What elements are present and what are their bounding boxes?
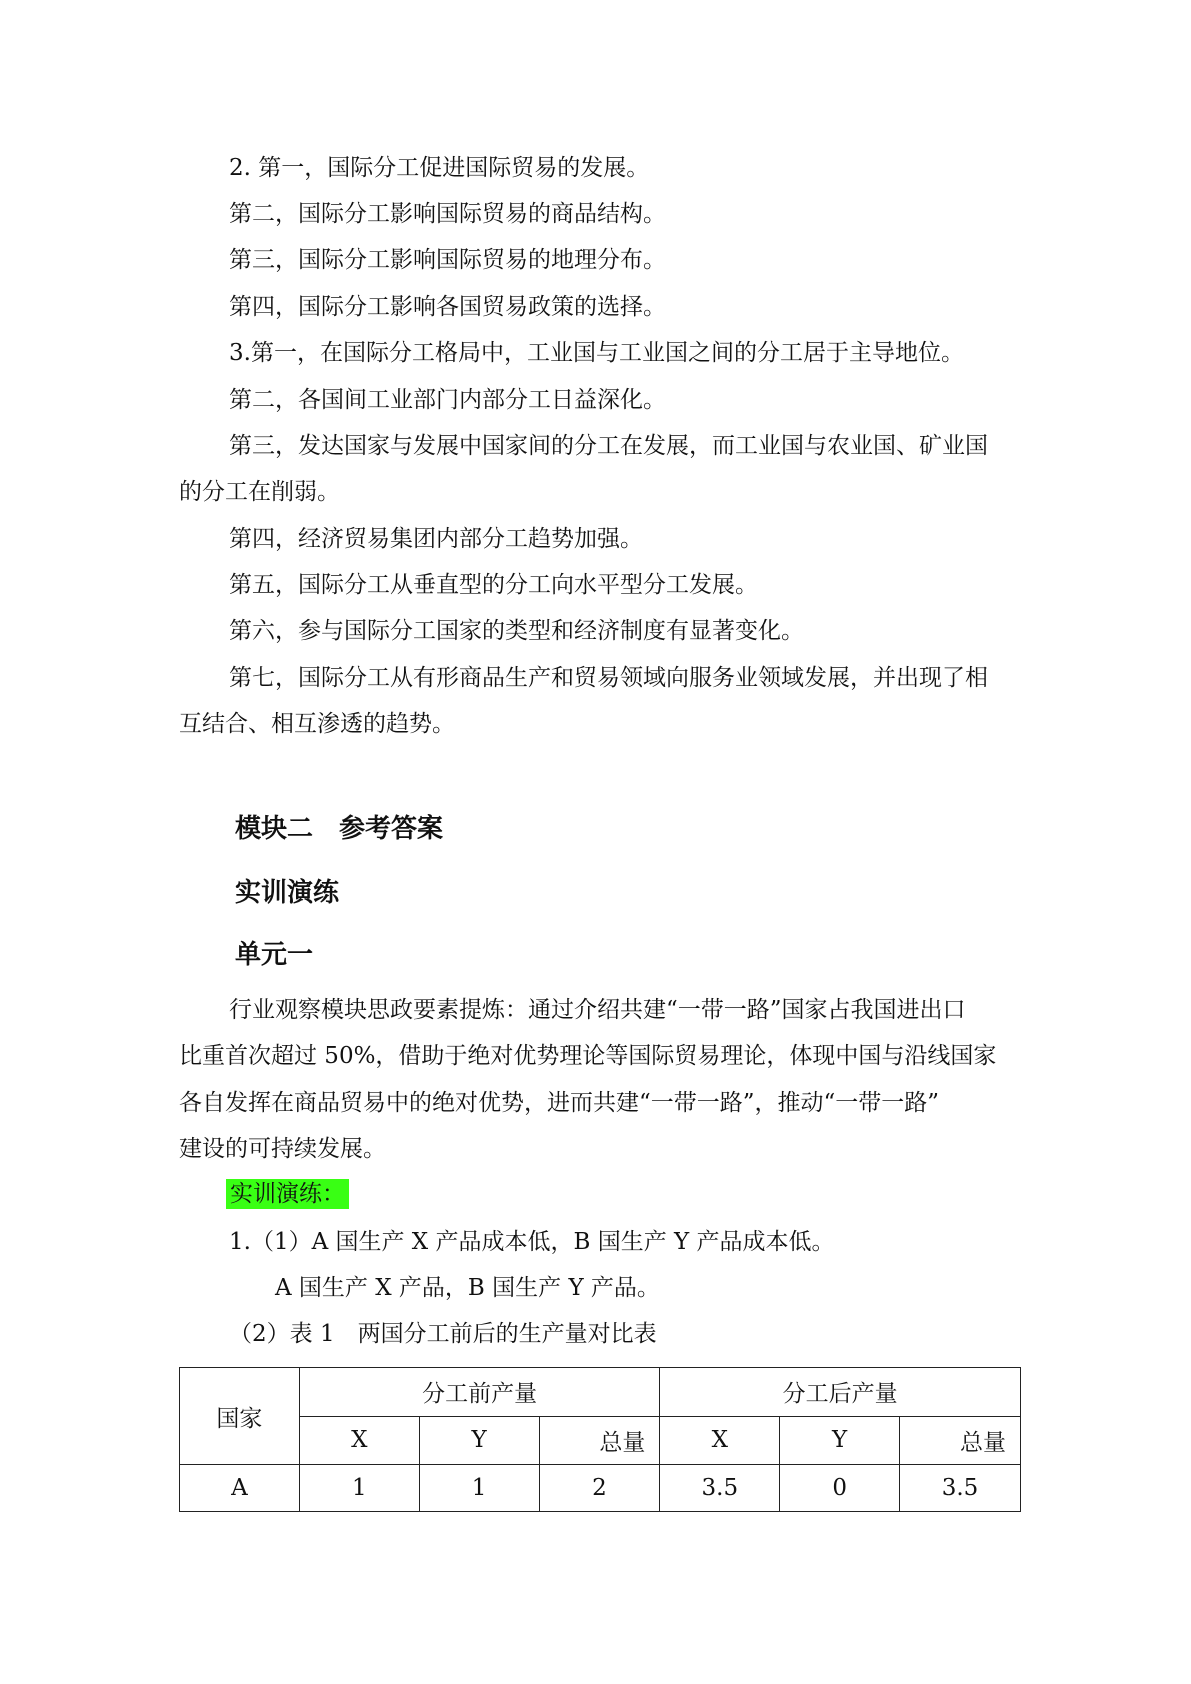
training-heading: 实训演练 xyxy=(235,878,340,908)
value-cell: 3.5 xyxy=(900,1465,1021,1512)
sub-header-total: 总量 xyxy=(900,1416,1021,1465)
sub-header-y: Y xyxy=(419,1416,539,1465)
country-header: 国家 xyxy=(180,1368,300,1465)
paragraph: 第五，国际分工从垂直型的分工向水平型分工发展。 xyxy=(229,572,758,598)
module-heading: 模块二 参考答案 xyxy=(235,814,444,844)
after-header: 分工后产量 xyxy=(660,1368,1021,1417)
observation-paragraph: 建设的可持续发展。 xyxy=(179,1136,386,1162)
paragraph: 第四，经济贸易集团内部分工趋势加强。 xyxy=(229,526,643,552)
observation-paragraph: 各自发挥在商品贸易中的绝对优势，进而共建“一带一路”，推动“一带一路” xyxy=(179,1090,940,1116)
sub-header-total: 总量 xyxy=(539,1416,660,1465)
sub-header-x: X xyxy=(660,1416,780,1465)
table-caption: （2）表 1 两国分工前后的生产量对比表 xyxy=(229,1321,657,1347)
table-row xyxy=(180,1465,1021,1512)
value-cell: 0 xyxy=(780,1465,900,1512)
answer-line: A 国生产 X 产品，B 国生产 Y 产品。 xyxy=(275,1275,660,1301)
value-cell: 1 xyxy=(419,1465,539,1512)
paragraph: 第二，各国间工业部门内部分工日益深化。 xyxy=(229,387,666,413)
production-table xyxy=(179,1367,1021,1512)
paragraph: 第六，参与国际分工国家的类型和经济制度有显著变化。 xyxy=(229,618,804,644)
country-cell: A xyxy=(180,1465,300,1512)
sub-header-y: Y xyxy=(780,1416,900,1465)
highlighted-text: 实训演练： xyxy=(226,1179,349,1209)
paragraph: 的分工在削弱。 xyxy=(179,479,340,505)
observation-paragraph: 比重首次超过 50%，借助于绝对优势理论等国际贸易理论，体现中国与沿线国家 xyxy=(179,1043,997,1069)
paragraph: 第四，国际分工影响各国贸易政策的选择。 xyxy=(229,294,666,320)
value-cell: 2 xyxy=(539,1465,660,1512)
sub-header-x: X xyxy=(299,1416,419,1465)
paragraph: 第七，国际分工从有形商品生产和贸易领域向服务业领域发展，并出现了相 xyxy=(229,665,988,691)
paragraph: 互结合、相互渗透的趋势。 xyxy=(179,711,455,737)
paragraph: 第二，国际分工影响国际贸易的商品结构。 xyxy=(229,201,666,227)
highlight-label xyxy=(226,1179,349,1209)
value-cell: 1 xyxy=(299,1465,419,1512)
paragraph: 3.第一，在国际分工格局中，工业国与工业国之间的分工居于主导地位。 xyxy=(229,340,964,366)
observation-paragraph: 行业观察模块思政要素提炼：通过介绍共建“一带一路”国家占我国进出口 xyxy=(229,997,966,1023)
unit-heading: 单元一 xyxy=(235,940,314,970)
before-header: 分工前产量 xyxy=(299,1368,660,1417)
paragraph: 2. 第一，国际分工促进国际贸易的发展。 xyxy=(229,155,650,181)
answer-line: 1.（1）A 国生产 X 产品成本低，B 国生产 Y 产品成本低。 xyxy=(229,1229,835,1255)
paragraph: 第三，国际分工影响国际贸易的地理分布。 xyxy=(229,247,666,273)
value-cell: 3.5 xyxy=(660,1465,780,1512)
paragraph: 第三，发达国家与发展中国家间的分工在发展，而工业国与农业国、矿业国 xyxy=(229,433,988,459)
